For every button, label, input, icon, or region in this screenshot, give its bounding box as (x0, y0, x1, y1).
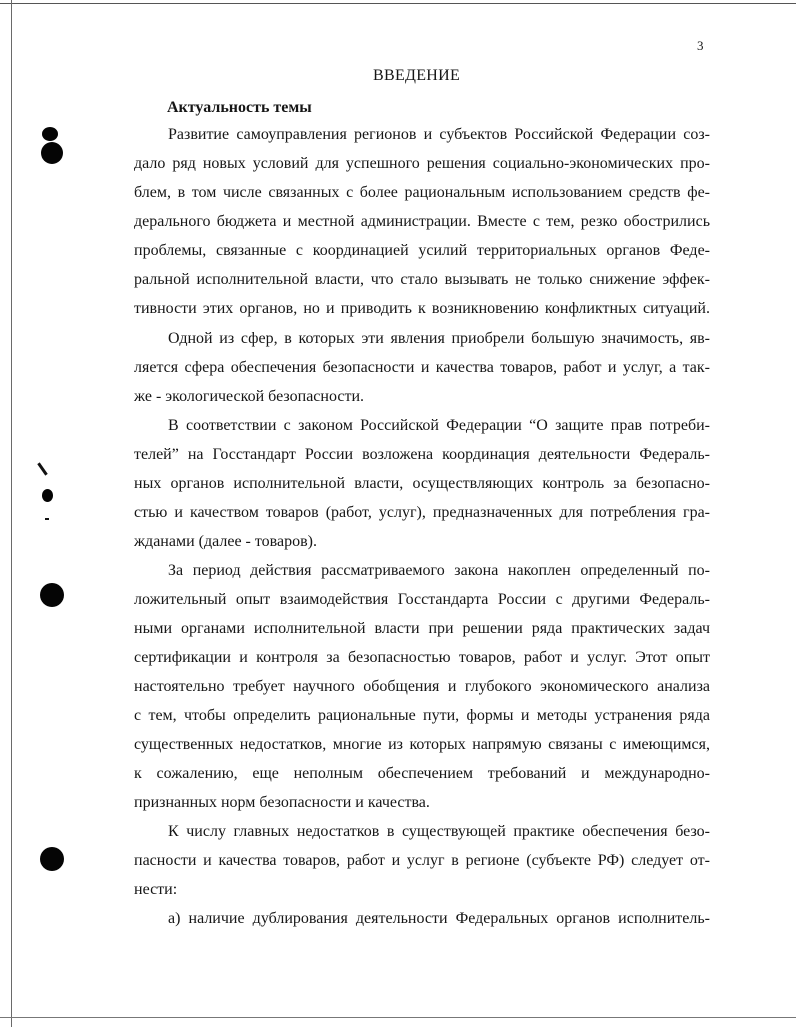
text-line: существенных недостатков, многие из которых напрямую связаны с имеющимся, (134, 736, 710, 753)
text-line: телей” на Госстандарт России возложена координация деятельности Федераль- (134, 446, 710, 463)
text-line: ложительный опыт взаимодействия Госстандарта России с другими Федераль- (134, 591, 710, 608)
punch-hole-small (42, 489, 53, 502)
text-line: сертификации и контроля за безопасностью товаров, работ и услуг. Этот опыт (134, 649, 710, 666)
text-line: тивности этих органов, но и приводить к возникновению конфликтных ситуаций. (134, 300, 710, 317)
text-line: ляется сфера обеспечения безопасности и качества товаров, работ и услуг, а так- (134, 359, 710, 376)
scan-edge-top (0, 3, 796, 4)
text-line: стью и качеством товаров (работ, услуг), предназначенных для потребления гра- (134, 504, 710, 521)
punch-hole-mark (42, 127, 58, 141)
scan-edge-left (11, 0, 12, 1027)
text-line: ных органов исполнительной власти, осуществляющих контроль за безопасно- (134, 475, 710, 492)
text-line: Развитие самоуправления регионов и субъектов Российской Федерации соз- (168, 126, 710, 143)
text-line: Одной из сфер, в которых эти явления приобрели большую значимость, яв- (168, 330, 710, 347)
text-line: к сожалению, еще неполным обеспечением требований и международно- (134, 765, 710, 782)
subheading: Актуальность темы (167, 99, 312, 116)
text-line: пасности и качества товаров, работ и услуг в регионе (субъекте РФ) следует от- (134, 852, 710, 869)
page-number: 3 (697, 38, 704, 53)
text-line: проблемы, связанные с координацией усилий территориальных органов Феде- (134, 242, 710, 259)
text-line: дерального бюджета и местной администрации. Вместе с тем, резко обострились (134, 213, 710, 230)
section-heading: ВВЕДЕНИЕ (373, 67, 461, 84)
text-line: признанных норм безопасности и качества. (134, 794, 430, 811)
scan-edge-bottom (0, 1017, 796, 1018)
text-line: ными органами исполнительной власти при решении ряда практических задач (134, 620, 710, 637)
text-line: с тем, чтобы определить рациональные пути, формы и методы устранения ряда (134, 707, 710, 724)
punch-hole (41, 142, 63, 164)
text-line: а) наличие дублирования деятельности Федеральных органов исполнитель- (168, 910, 710, 927)
text-line: блем, в том числе связанных с более рациональным использованием средств фе- (134, 184, 710, 201)
text-line: нести: (134, 881, 178, 898)
scan-mark (37, 462, 47, 475)
text-line: ральной исполнительной власти, что стало вызывать не только снижение эффек- (134, 271, 710, 288)
text-line: настоятельно требует научного обобщения и глубокого экономического анализа (134, 678, 710, 695)
scan-mark (45, 518, 49, 520)
text-line: дало ряд новых условий для успешного решения социально-экономических про- (134, 155, 710, 172)
text-line: жданами (далее - товаров). (134, 533, 317, 550)
text-line: К числу главных недостатков в существующей практике обеспечения безо- (168, 823, 710, 840)
punch-hole (40, 847, 64, 871)
text-line: же - экологической безопасности. (134, 388, 365, 405)
text-line: В соответствии с законом Российской Федерации “О защите прав потреби- (168, 417, 710, 434)
text-line: За период действия рассматриваемого закона накоплен определенный по- (168, 562, 710, 579)
punch-hole (40, 583, 64, 607)
